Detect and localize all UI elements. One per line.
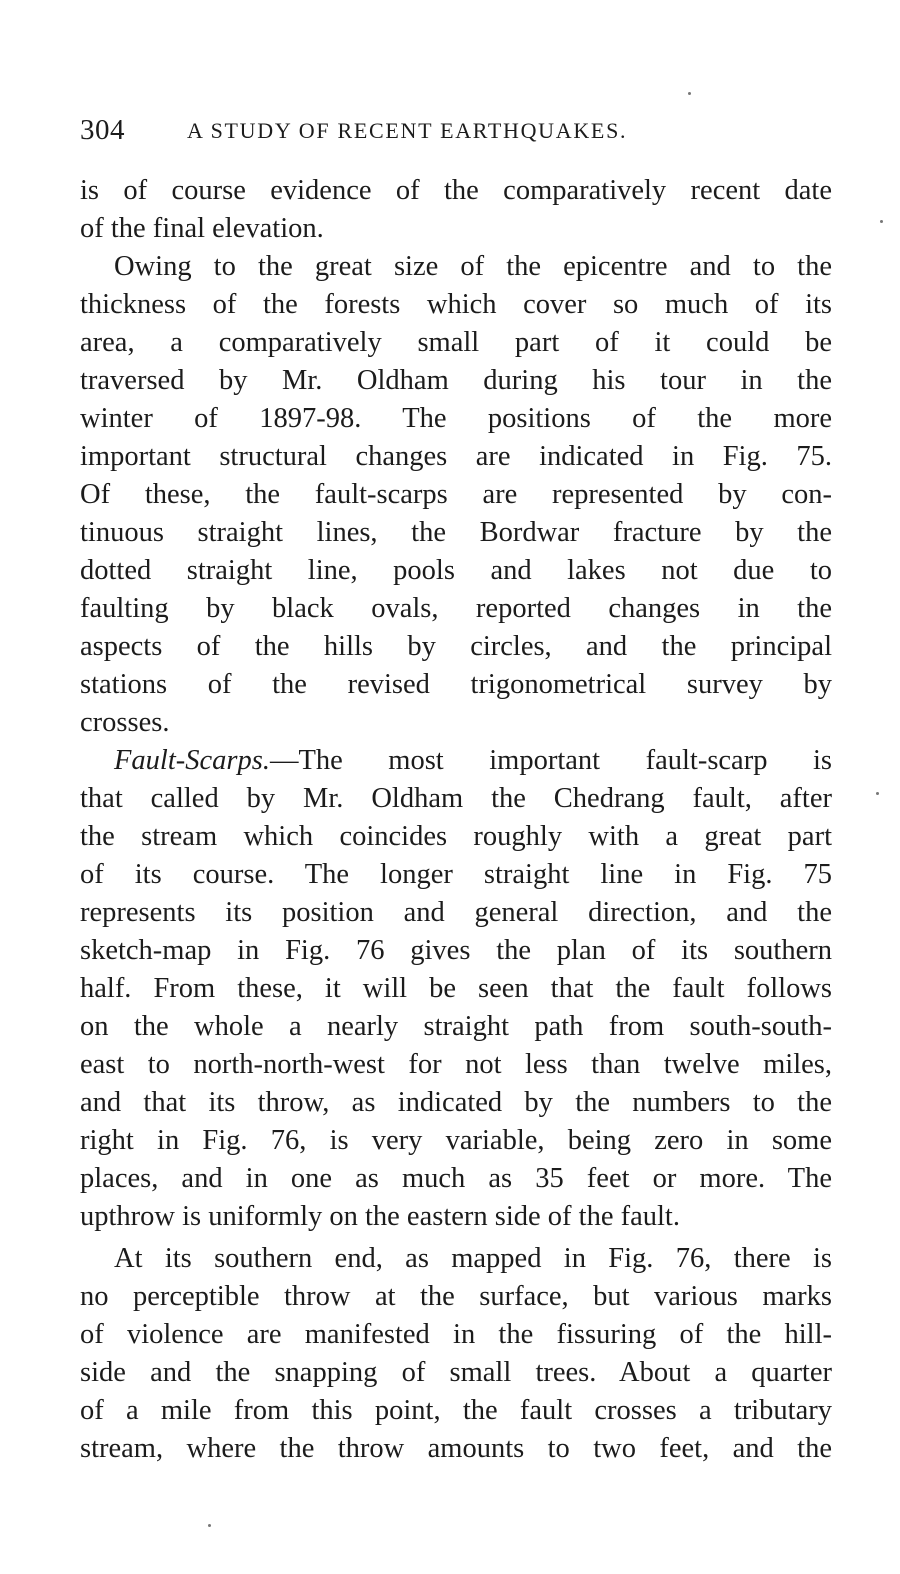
- text-line: At its southern end, as mapped in Fig. 76, there is: [114, 1243, 832, 1274]
- page-number: 304: [80, 114, 125, 146]
- text-line: area, a comparatively small part of it could be: [80, 327, 832, 358]
- text-line: stream, where the throw amounts to two feet, and the: [80, 1433, 832, 1464]
- text-line: Of these, the fault-scarps are represented by con-: [80, 479, 832, 510]
- page-header: [80, 114, 840, 154]
- text-line: half. From these, it will be seen that the fault follows: [80, 973, 832, 1004]
- section-first-line: [114, 742, 832, 780]
- text-line: sketch-map in Fig. 76 gives the plan of its southern: [80, 935, 832, 966]
- text-line: thickness of the forests which cover so much of its: [80, 289, 832, 320]
- text-line: of a mile from this point, the fault crosses a tributary: [80, 1395, 832, 1426]
- text-line: aspects of the hills by circles, and the principal: [80, 631, 832, 662]
- text-line: winter of 1897-98. The positions of the more: [80, 403, 832, 434]
- text-line: of the final elevation.: [80, 213, 324, 244]
- text-line: important structural changes are indicated in Fig. 75.: [80, 441, 832, 472]
- text-line: Owing to the great size of the epicentre and to the: [114, 251, 832, 282]
- text-line: and that its throw, as indicated by the numbers to the: [80, 1087, 832, 1118]
- section-heading: Fault-Scarps.: [114, 745, 270, 776]
- text-line: tinuous straight lines, the Bordwar fracture by the: [80, 517, 832, 548]
- scan-speck: [208, 1524, 211, 1527]
- scan-speck: [688, 92, 691, 95]
- text-line: upthrow is uniformly on the eastern side of the fault.: [80, 1201, 680, 1232]
- text-line: is of course evidence of the comparatively recent date: [80, 175, 832, 206]
- text-line: east to north-north-west for not less than twelve miles,: [80, 1049, 832, 1080]
- running-title: A STUDY OF RECENT EARTHQUAKES.: [187, 118, 628, 143]
- text-line: the stream which coincides roughly with a great part: [80, 821, 832, 852]
- text-line: no perceptible throw at the surface, but various marks: [80, 1281, 832, 1312]
- text-line: traversed by Mr. Oldham during his tour in the: [80, 365, 832, 396]
- scan-speck: [880, 220, 883, 223]
- text-line: represents its position and general direction, and the: [80, 897, 832, 928]
- text-line: stations of the revised trigonometrical survey by: [80, 669, 832, 700]
- section-first-line-text: —The most important fault-scarp is: [269, 745, 832, 776]
- text-line: dotted straight line, pools and lakes not due to: [80, 555, 832, 586]
- text-line: places, and in one as much as 35 feet or more. The: [80, 1163, 832, 1194]
- scan-speck: [876, 792, 879, 795]
- text-line: crosses.: [80, 707, 170, 738]
- text-line: of violence are manifested in the fissuring of the hill-: [80, 1319, 832, 1350]
- text-line: that called by Mr. Oldham the Chedrang fault, after: [80, 783, 832, 814]
- text-line: of its course. The longer straight line in Fig. 75: [80, 859, 832, 890]
- text-line: side and the snapping of small trees. About a quarter: [80, 1357, 832, 1388]
- text-line: faulting by black ovals, reported changes in the: [80, 593, 832, 624]
- text-line: on the whole a nearly straight path from south-south-: [80, 1011, 832, 1042]
- text-line: right in Fig. 76, is very variable, being zero in some: [80, 1125, 832, 1156]
